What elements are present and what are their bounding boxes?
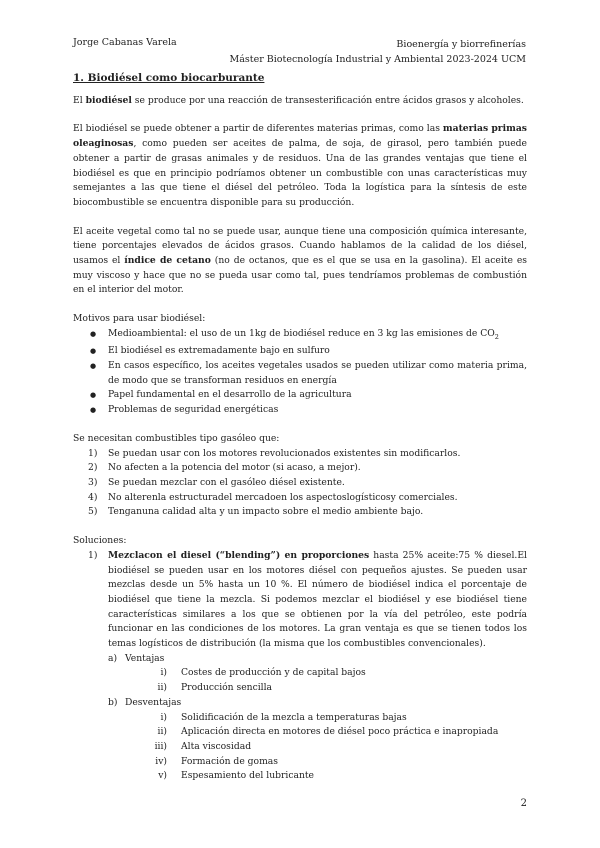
paragraph-aceite-vegetal bbox=[73, 225, 527, 299]
header-subject: Bioenergía y biorrefinerías bbox=[396, 39, 526, 50]
item-number: iv) bbox=[155, 755, 167, 767]
item-number: v) bbox=[158, 770, 167, 782]
intro-term: biodiésel bbox=[85, 94, 132, 106]
item-text: Tenganuna calidad alta y un impacto sobre el medio ambiente bajo. bbox=[108, 506, 424, 518]
soluciones-list bbox=[73, 549, 527, 652]
motivo-1-subscript: 2 bbox=[494, 332, 499, 341]
list-item bbox=[73, 505, 527, 520]
header-program: Máster Biotecnología Industrial y Ambiental 2023-2024 UCM bbox=[229, 54, 526, 65]
item-text: Alta viscosidad bbox=[181, 740, 252, 752]
ventajas-heading bbox=[73, 652, 527, 667]
item-number: i) bbox=[160, 711, 167, 723]
list-item bbox=[73, 461, 527, 476]
item-number: 1) bbox=[88, 447, 98, 459]
para3-post: (no de octanos, que es el que se usa en la gasolina). El aceite es muy viscoso y hace que no se pueda usar como tal, pues tendríamos problemas de combustión en el interior del motor. bbox=[73, 255, 527, 296]
list-item bbox=[73, 711, 527, 726]
para2-pre: El biodiésel se puede obtener a partir de diferentes materias primas, como las bbox=[73, 123, 443, 135]
list-item bbox=[73, 681, 527, 696]
list-item bbox=[73, 327, 527, 345]
item-number: 3) bbox=[88, 477, 98, 488]
item-text: Se puedan usar con los motores revolucionados existentes sin modificarlos. bbox=[108, 447, 461, 459]
soluciones-label: Soluciones: bbox=[73, 535, 127, 547]
requisitos-list bbox=[73, 447, 527, 521]
item-text: Aplicación directa en motores de diésel poco práctica e inapropiada bbox=[181, 726, 499, 738]
item-text: Producción sencilla bbox=[181, 682, 273, 694]
solucion-blending-text bbox=[108, 549, 527, 652]
item-text: No afecten a la potencia del motor (si acaso, a mejor). bbox=[108, 462, 361, 474]
motivo-1-text: Medioambiental: el uso de un 1kg de biodiésel reduce en 3 kg las emisiones de CO bbox=[108, 327, 495, 339]
item-number: 4) bbox=[88, 491, 98, 503]
header-right bbox=[230, 37, 526, 67]
solucion-bold: Mezclacon el diesel (“blending”) en proporciones bbox=[108, 549, 370, 561]
paragraph-materias-primas bbox=[73, 122, 527, 210]
list-item bbox=[73, 491, 527, 506]
list-item: ● El biodiésel es extremadamente bajo en sulfuro bbox=[73, 344, 527, 359]
list-item bbox=[73, 725, 527, 740]
desventajas-letter: b) bbox=[108, 696, 118, 708]
list-item: ● Papel fundamental en el desarrollo de la agricultura bbox=[73, 388, 527, 403]
intro-paragraph bbox=[73, 94, 527, 109]
ventajas-label: Ventajas bbox=[125, 652, 165, 664]
header-author: Jorge Cabanas Varela bbox=[73, 37, 177, 48]
para2-bold: materias primas oleaginosas bbox=[73, 123, 527, 150]
solucion-body: hasta 25% aceite:75 % diesel.El biodiésel se pueden usar en los motores diésel con pequeños ajustes. Se pueden usar mezclas desde un 5% hasta un 10 %. El número de biodiésel indica el porcentaje de biodiésel que tiene la mezcla. Si podemos mezclar el biodiésel y ese biodiésel tiene características similares a los que se obtienen por la vía del petróleo, este podría funcionar en las condiciones de los motores. La gran ventaja es que se tienen todos los temas logísticos de distribución (la misma que los combustibles convencionales). bbox=[108, 549, 527, 650]
desventajas-heading bbox=[73, 696, 527, 711]
list-item bbox=[73, 769, 527, 784]
page-number: 2 bbox=[520, 798, 527, 809]
item-text: Costes de producción y de capital bajos bbox=[181, 667, 366, 679]
list-item bbox=[73, 755, 527, 770]
motivos-list bbox=[73, 327, 527, 418]
list-item: ● En casos específico, los aceites vegetales usados se pueden utilizar como materia prima, de modo que se transforman residuos en energía bbox=[73, 359, 527, 388]
para3-bold: índice de cetano bbox=[124, 255, 211, 267]
motivos-label: Motivos para usar biodiésel: bbox=[73, 313, 206, 325]
para2-post: , como pueden ser aceites de palma, de soja, de girasol, pero también puede obtener a partir de grasas animales y de residuos. Una de las grandes ventajas que tiene el biodiésel es que en principio podríamos obtener un combustible con unas características muy semejantes a las que tiene el diésel del petróleo. Toda la logística para la síntesis de este biocombustible se encuentra disponible para su producción. bbox=[73, 138, 527, 208]
list-item bbox=[73, 740, 527, 755]
ventajas-letter: a) bbox=[108, 652, 118, 664]
item-number: i) bbox=[160, 667, 167, 679]
desventajas-label: Desventajas bbox=[125, 696, 182, 708]
item-number: iii) bbox=[154, 740, 167, 752]
item-text: Formación de gomas bbox=[181, 755, 278, 767]
item-text: Solidificación de la mezcla a temperaturas bajas bbox=[181, 711, 407, 723]
item-text: Se puedan mezclar con el gasóleo diésel existente. bbox=[108, 477, 345, 488]
section-title: 1. Biodiésel como biocarburante bbox=[73, 72, 265, 84]
item-number: ii) bbox=[157, 726, 167, 738]
document-body bbox=[73, 71, 527, 784]
list-item bbox=[73, 476, 527, 491]
item-text: No alterenla estructuradel mercadoen los aspectoslogísticosy comerciales. bbox=[108, 491, 458, 503]
list-item bbox=[73, 447, 527, 462]
list-item: ● Problemas de seguridad energéticas bbox=[73, 403, 527, 418]
list-item bbox=[73, 666, 527, 681]
requisitos-label: Se necesitan combustibles tipo gasóleo que: bbox=[73, 432, 280, 444]
intro-pre: El bbox=[73, 94, 86, 106]
list-item bbox=[73, 549, 527, 652]
item-number: ii) bbox=[157, 682, 167, 694]
item-number: 2) bbox=[88, 462, 98, 474]
item-number: 5) bbox=[88, 506, 98, 518]
item-number: 1) bbox=[88, 549, 98, 561]
item-text: Espesamiento del lubricante bbox=[181, 770, 314, 782]
intro-post: se produce por una reacción de transesterificación entre ácidos grasos y alcoholes. bbox=[131, 94, 524, 106]
para3-pre: El aceite vegetal como tal no se puede usar, aunque tiene una composición química interesante, tiene porcentajes elevados de ácidos grasos. Cuando hablamos de la calidad de los diésel, usamos el bbox=[73, 225, 527, 267]
